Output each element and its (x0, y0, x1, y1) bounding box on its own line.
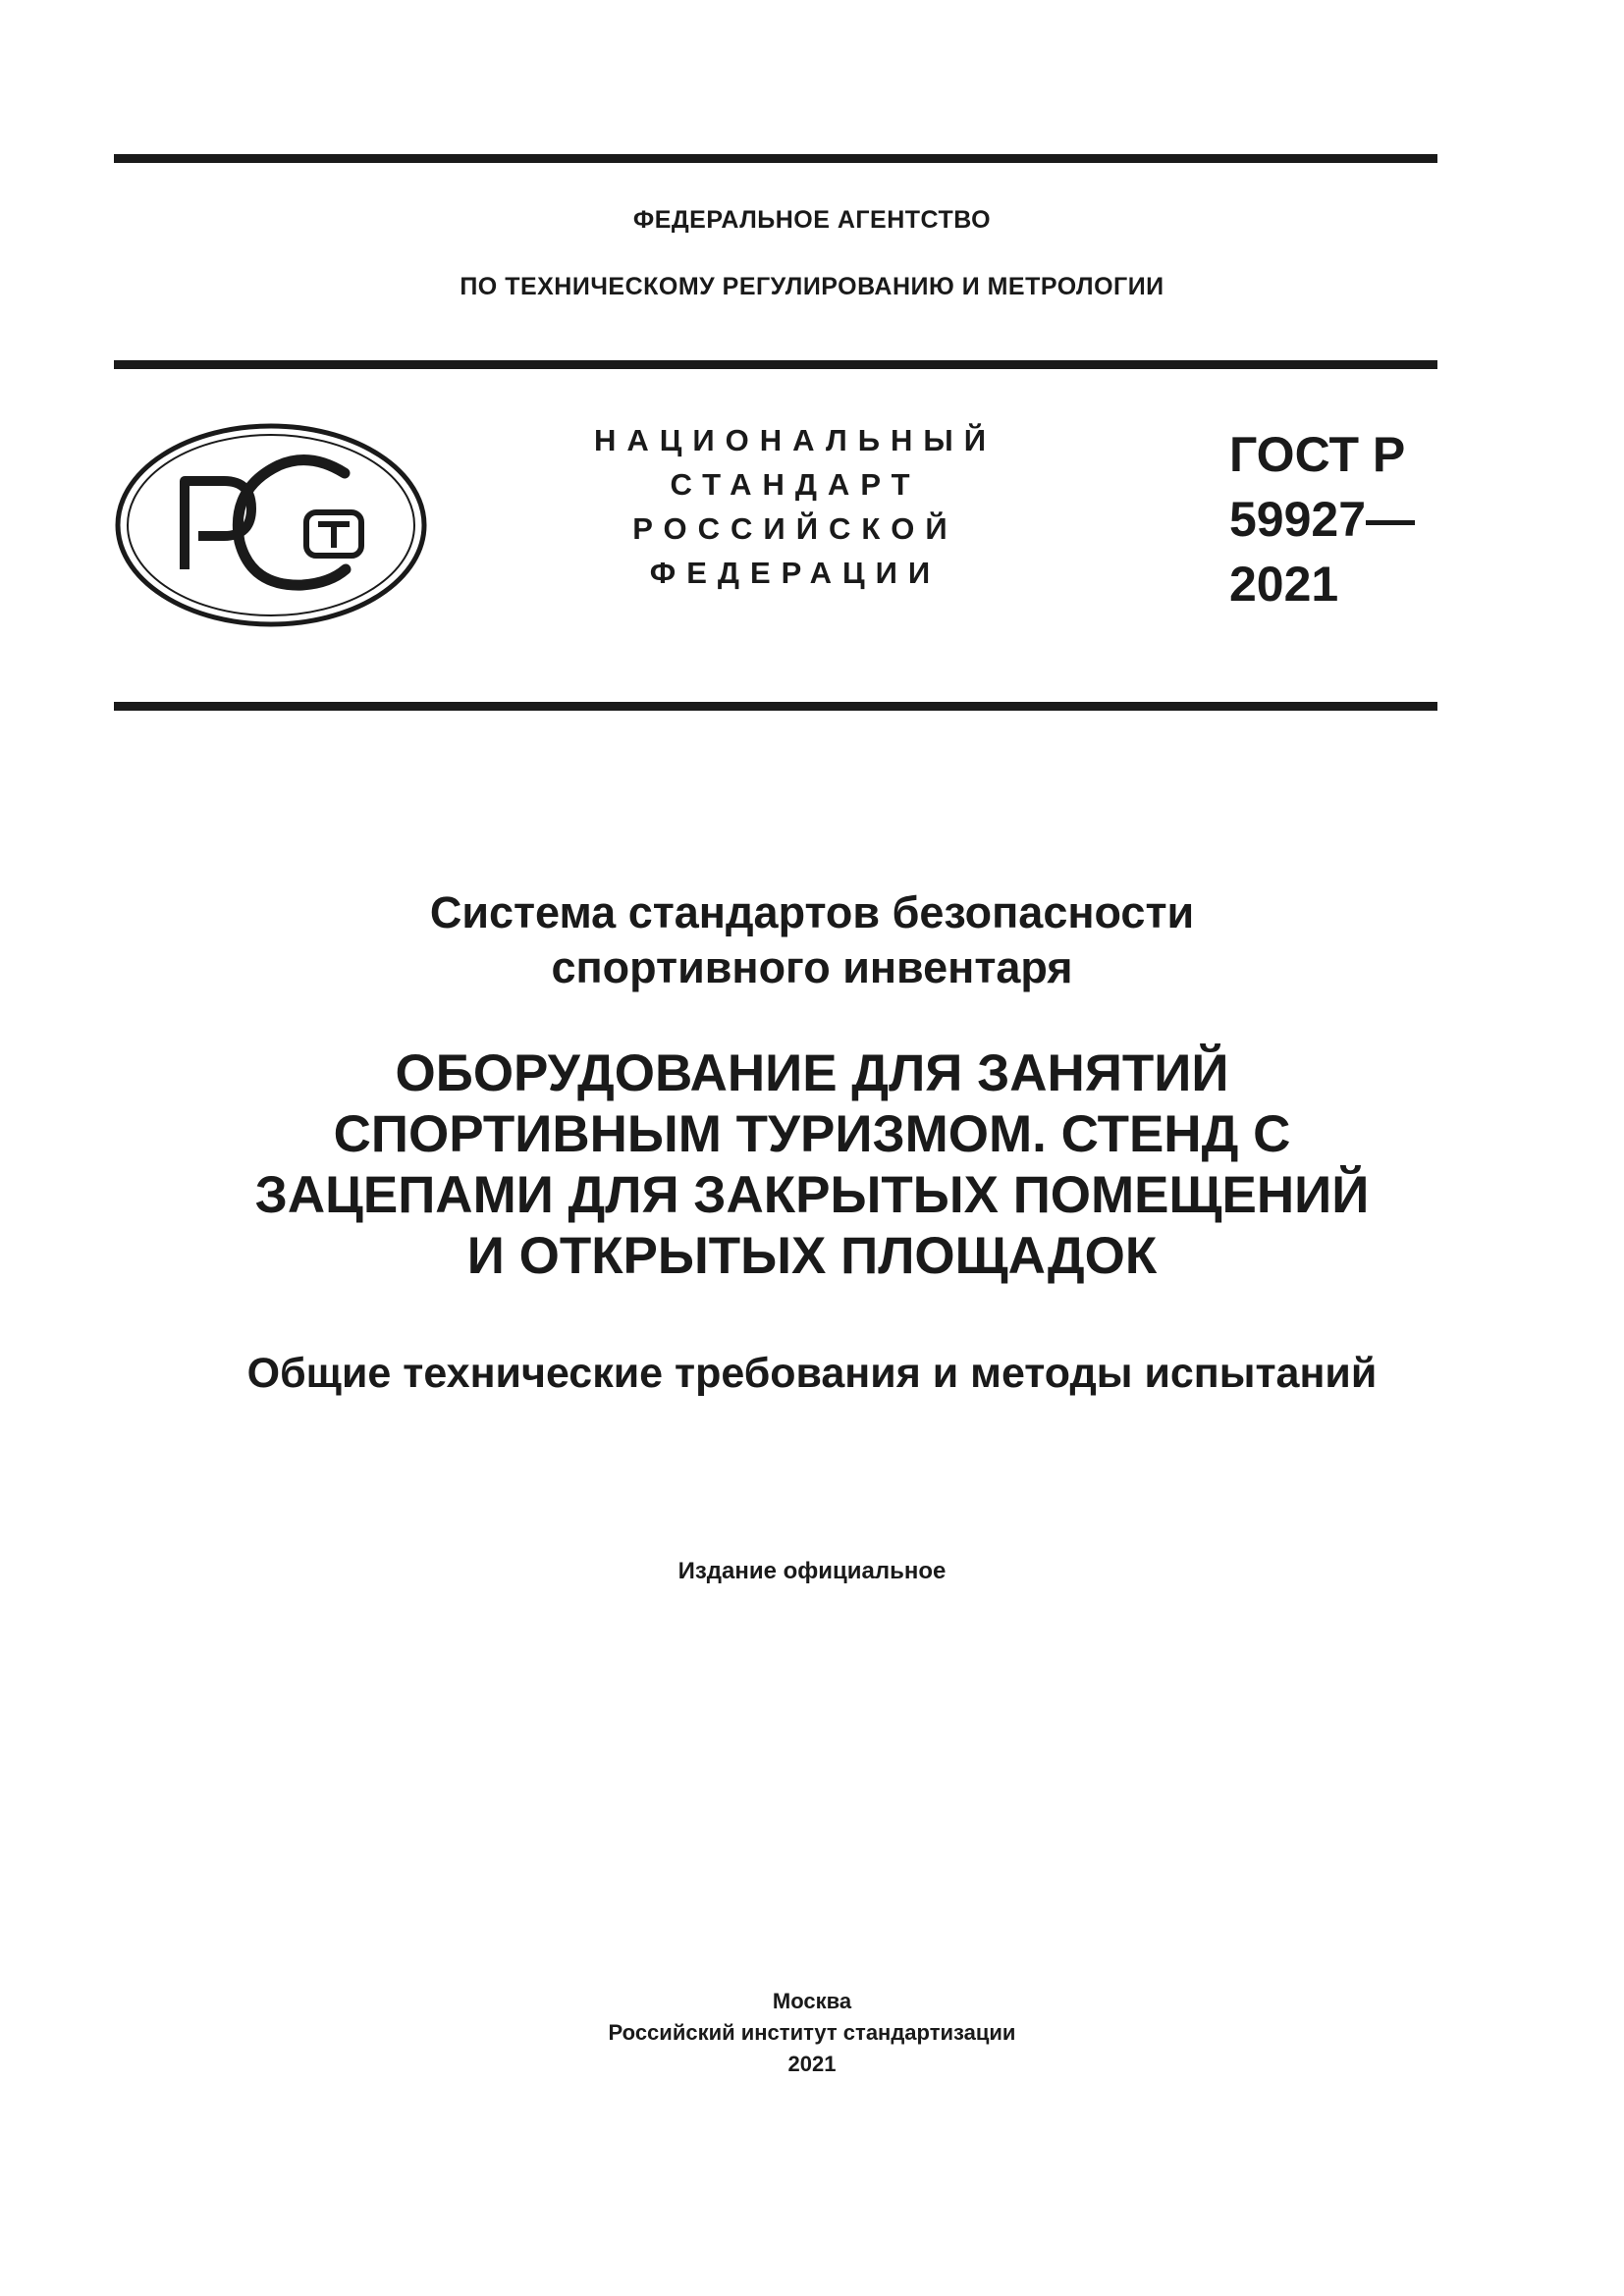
title-line4: И ОТКРЫТЫХ ПЛОЩАДОК (466, 1227, 1158, 1285)
document-title (0, 1043, 1624, 1287)
series-title (0, 885, 1624, 995)
agency-name-line1: ФЕДЕРАЛЬНОЕ АГЕНТСТВО (632, 206, 992, 234)
edition-label: Издание официальное (677, 1558, 947, 1584)
imprint-city: Москва (772, 1989, 852, 2013)
title-line1: ОБОРУДОВАНИЕ ДЛЯ ЗАНЯТИЙ (395, 1044, 1229, 1102)
imprint (0, 1986, 1624, 2080)
imprint-publisher: Российский институт стандартизации (608, 2020, 1016, 2045)
imprint-year: 2021 (787, 2052, 837, 2076)
national-standard-line4: ФЕДЕРАЦИИ (649, 556, 942, 590)
middle-rule (114, 702, 1437, 711)
national-standard-label (550, 418, 1041, 595)
national-standard-line1: НАЦИОНАЛЬНЫЙ (593, 423, 998, 457)
rst-seal-icon (114, 422, 428, 628)
standard-designation (1229, 422, 1485, 616)
designation-line3: 2021 (1229, 557, 1339, 612)
document-subtitle: Общие технические требования и методы испытаний (246, 1350, 1378, 1397)
national-standard-line3: РОССИЙСКОЙ (632, 511, 958, 546)
designation-line1: ГОСТ Р (1229, 427, 1406, 482)
title-line3: ЗАЦЕПАМИ ДЛЯ ЗАКРЫТЫХ ПОМЕЩЕНИЙ (254, 1166, 1370, 1224)
designation-line2: 59927— (1229, 492, 1416, 547)
series-line2: спортивного инвентаря (551, 942, 1073, 992)
header-rule (114, 360, 1437, 369)
national-standard-line2: СТАНДАРТ (670, 467, 921, 502)
agency-name-line2: ПО ТЕХНИЧЕСКОМУ РЕГУЛИРОВАНИЮ И МЕТРОЛОГИИ (460, 273, 1164, 300)
title-line2: СПОРТИВНЫМ ТУРИЗМОМ. СТЕНД С (333, 1105, 1291, 1163)
top-rule (114, 154, 1437, 163)
series-line1: Система стандартов безопасности (429, 887, 1195, 937)
